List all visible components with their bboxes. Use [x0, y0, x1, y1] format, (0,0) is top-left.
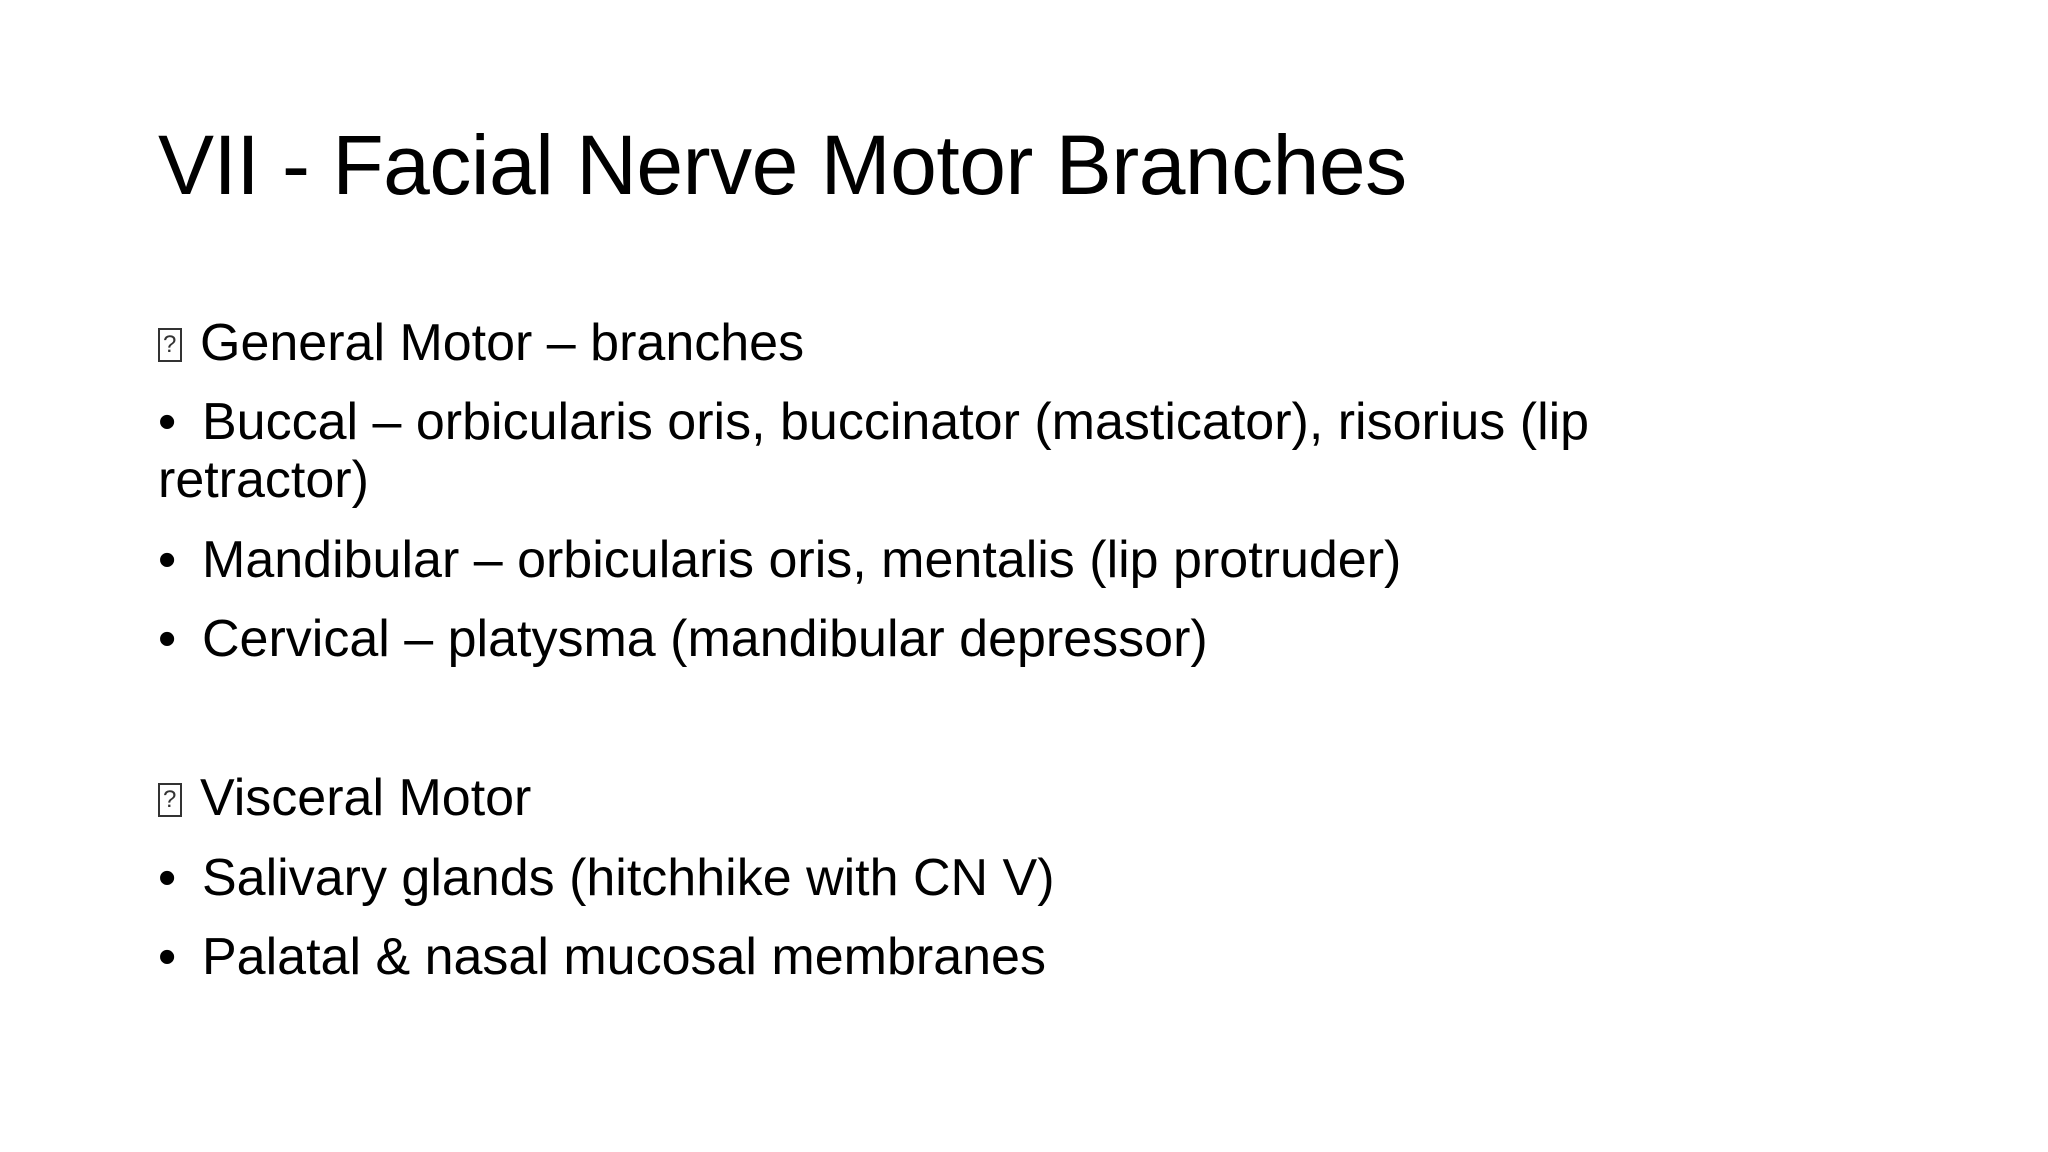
bullet-icon: • [158, 393, 177, 451]
bullet-icon: • [158, 610, 177, 668]
missing-glyph-icon [158, 783, 182, 817]
bullet-item [158, 928, 1798, 986]
bullet-item [158, 393, 1798, 509]
bullet-text: Buccal – orbicularis oris, buccinator (masticator), risorius (lip retractor) [158, 393, 1590, 509]
bullet-icon: • [158, 849, 177, 907]
missing-glyph-icon [158, 328, 182, 362]
section-heading: Visceral Motor [200, 769, 532, 827]
section-general-motor-heading [158, 314, 1798, 372]
slide-title: VII - Facial Nerve Motor Branches [158, 118, 1407, 212]
bullet-icon: • [158, 531, 177, 589]
section-visceral-motor-heading [158, 769, 1798, 827]
bullet-item [158, 531, 1798, 589]
bullet-text: Salivary glands (hitchhike with CN V) [202, 849, 1055, 907]
bullet-item [158, 610, 1798, 668]
bullet-text: Cervical – platysma (mandibular depressor) [202, 610, 1208, 668]
bullet-item [158, 849, 1798, 907]
section-heading: General Motor – branches [200, 314, 805, 372]
bullet-text: Palatal & nasal mucosal membranes [202, 928, 1046, 986]
bullet-text: Mandibular – orbicularis oris, mentalis (lip protruder) [202, 531, 1402, 589]
bullet-icon: • [158, 928, 177, 986]
